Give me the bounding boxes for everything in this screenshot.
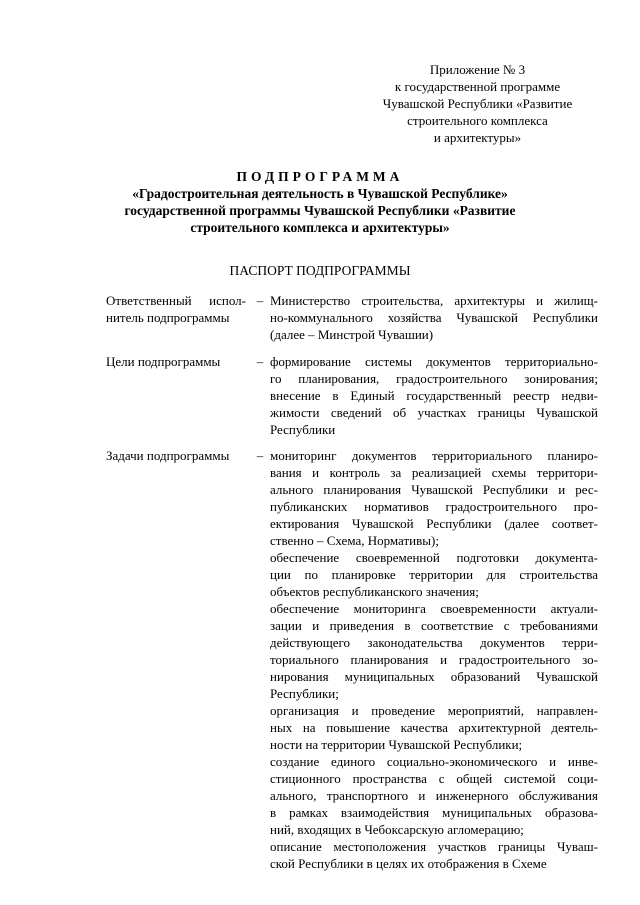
title-heading: ПОДПРОГРАММА [236,169,404,184]
row-dash: – [256,448,264,463]
annex-line: и архитектуры» [433,130,522,145]
row-label: Задачи подпрограммы [106,448,230,463]
passport-title: ПАСПОРТ ПОДПРОГРАММЫ [229,263,411,278]
row-content: мониторинг документов территориального планиро- вания и контроль за реализацией схемы территори- ального планирования Чувашской Республики и рес- публиканских нормативов градостроительного про- ектирования Чувашской Республики (далее соответ- ственно – Схема, Нормативы); обеспечение своевременной подготовки документа- ции по планировке территории для строительства объектов республиканского значения; обеспечение мониторинга своевременности актуали- зации и приведения в соответствие с требованиями действующего законодательства документов терри- ториального планирования и градостроительного зо- нирования муниципальных образований Чувашской Республики; организация и проведение мероприятий, направлен- ных на повышение качества архитектурной деятель- ности на территории Чувашской Республики; создание единого социально-экономического и инве- стиционного пространства с общей системой соци- ального, транспортного и инженерного обслуживания в рамках взаимодействия муниципальных образова- ний, входящих в Чебоксарскую агломерацию; описание местоположения участков границы Чуваш- ской Республики в целях их отображения в Схеме [270,448,598,871]
row-content: Министерство строительства, архитектуры и жилищ- но-коммунального хозяйства Чувашской Республики (далее – Минстрой Чувашии) [270,293,598,342]
row-dash: – [256,293,264,308]
title-line: государственной программы Чувашской Республики «Развитие [124,203,516,218]
row-dash: – [256,354,264,369]
annex-line: к государственной программе [394,79,561,94]
annex-block [360,61,595,146]
title-line: строительного комплекса и архитектуры» [190,220,450,235]
row-label: Цели подпрограммы [106,354,221,369]
document-title [100,168,540,236]
row-label: Ответственный испол- нитель подпрограммы [106,293,246,325]
annex-line: Чувашской Республики «Развитие [382,96,573,111]
row-content: формирование системы документов территориально- го планирования, градостроительного зонирования; внесение в Единый государственный реестр недви- жимости сведений об участках границы Чувашской Республики [270,354,598,437]
title-line: «Градостроительная деятельность в Чувашской Республике» [132,186,508,201]
annex-line: Приложение № 3 [429,62,526,77]
annex-line: строительного комплекса [407,113,548,128]
